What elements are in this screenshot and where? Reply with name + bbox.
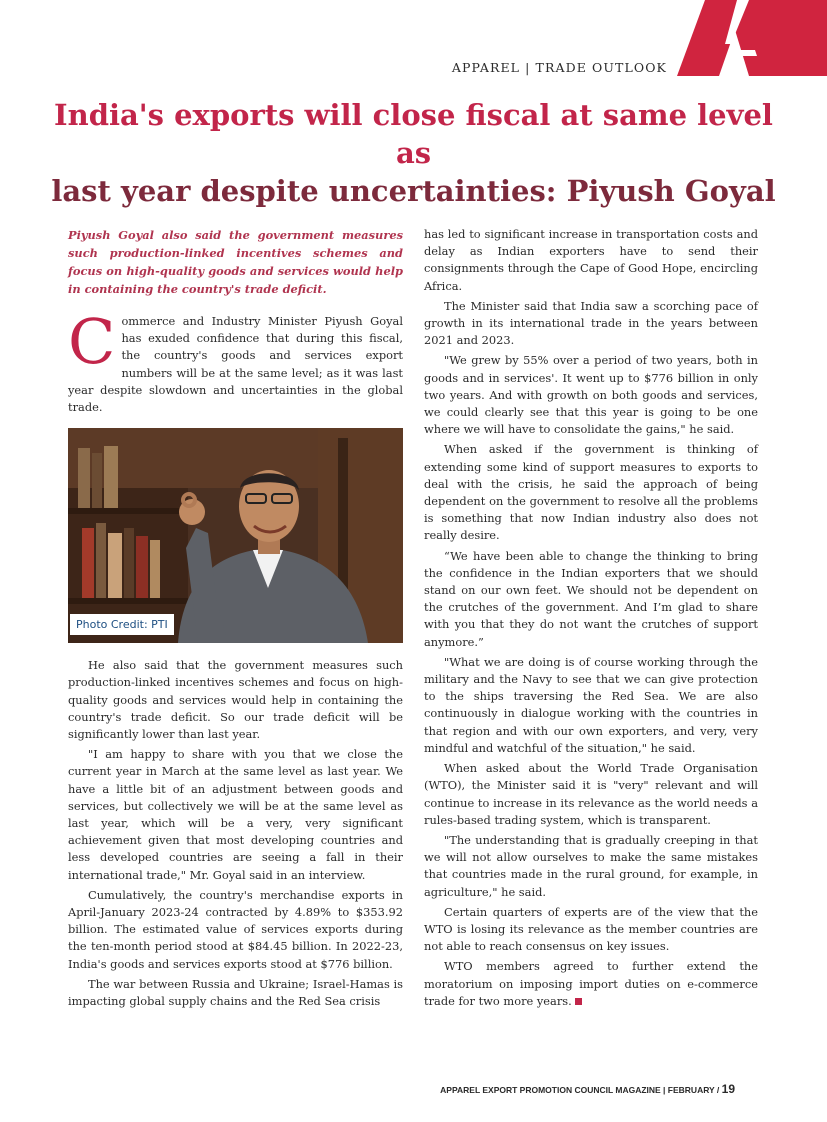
body-paragraph: "The understanding that is gradually creeping in that we will not allow ourselves to make the same mistakes that countries made in the rural ground, for example, in agriculture," he said. — [424, 832, 758, 899]
page-footer — [440, 1082, 735, 1096]
body-paragraph: When asked if the government is thinking of extending some kind of support measures to exports to deal with the crisis, he said the approach of being dependent on the government to resolve all the problems is something that now Indian industry also does not really desire. — [424, 442, 758, 543]
photo-credit: Photo Credit: PTI — [70, 614, 174, 635]
body-paragraph: "I am happy to share with you that we close the current year in March at the same level as last year. We have a little bit of an adjustment between goods and services, but collectively we will be at the same level as last year, which will be a very, very significant achievement given that most developing countries and less developed countries are seeing a fall in their international trade," Mr. Goyal said in an interview. — [68, 747, 403, 882]
left-column — [68, 226, 403, 1013]
page-number: 19 — [721, 1082, 735, 1096]
magazine-logo-icon — [677, 0, 827, 76]
body-paragraph: "What we are doing is of course working through the military and the Navy to see that we can give protection to the ships traversing the Red Sea. We are also continuously in dialogue working with the countries in that region and with our own exporters, and very, very mindful and watchful of the situation," he said. — [424, 654, 758, 755]
body-paragraph-continued: has led to significant increase in transportation costs and delay as Indian exporters have to send their consignments through the Cape of Good Hope, encircling Africa. — [424, 227, 758, 293]
body-paragraph: The war between Russia and Ukraine; Israel-Hamas is impacting global supply chains and the Red Sea crisis — [68, 976, 403, 1009]
final-paragraph — [424, 958, 758, 1010]
article-deck: Piyush Goyal also said the government measures such production-linked incentives schemes and focus on high-quality goods and services would help in containing the country's trade deficit. — [68, 228, 403, 296]
portrait-photo-icon — [68, 428, 403, 643]
intro-paragraph — [68, 305, 403, 416]
article-photo — [68, 428, 403, 643]
body-paragraph: He also said that the government measures such production-linked incentives schemes and focus on high-quality goods and services would help in containing the country's trade deficit. So our trade deficit will be significantly lower than last year. — [68, 658, 403, 742]
body-paragraph: "We grew by 55% over a period of two years, both in goods and in services'. It went up to $776 billion in only two years. And with growth on both goods and services, we could clearly see that this year is going to be one where we will have to consolidate the gains," he said. — [424, 353, 758, 437]
body-paragraph: Certain quarters of experts are of the view that the WTO is losing its relevance as the member countries are not able to reach consensus on key issues. — [424, 904, 758, 954]
body-paragraph: The Minister said that India saw a scorching pace of growth in its international trade in the years between 2021 and 2023. — [424, 298, 758, 348]
drop-cap: C — [68, 305, 116, 378]
footer-magazine: APPAREL EXPORT PROMOTION COUNCIL MAGAZINE | FEBRUARY / — [440, 1085, 722, 1095]
article-title — [40, 96, 787, 210]
right-column — [424, 226, 758, 1013]
body-paragraph: When asked about the World Trade Organisation (WTO), the Minister said it is "very" relevant and will continue to increase in its relevance as the world needs a rules-based trading system, which is transparent. — [424, 761, 758, 827]
title-line-2: last year despite uncertainties: Piyush Goyal — [51, 174, 776, 208]
title-line-1: India's exports will close fiscal at same level as — [54, 98, 773, 170]
end-mark-icon — [575, 998, 582, 1005]
section-label: APPAREL | TRADE OUTLOOK — [451, 60, 667, 75]
final-paragraph-text: WTO members agreed to further extend the moratorium on imposing import duties on e-commerce trade for two more years. — [424, 959, 758, 1008]
intro-text: ommerce and Industry Minister Piyush Goyal has exuded confidence that during this fiscal, the country's goods and services export numbers will be at the same level; as it was last year despite slowdown and uncertainties in the global trade. — [68, 314, 403, 415]
body-paragraph: Cumulatively, the country's merchandise exports in April-January 2023-24 contracted by 4.89% to $353.92 billion. The estimated value of services exports during the ten-month period stood at $84.45 billion. In 2022-23, India's goods and services exports stood at $776 billion. — [68, 887, 403, 971]
body-paragraph: “We have been able to change the thinking to bring the confidence in the Indian exporters that we should stand on our own feet. We should not be dependent on the crutches of the government. And I’m glad to share with you that they do not want the crutches of support anymore.” — [424, 548, 758, 649]
